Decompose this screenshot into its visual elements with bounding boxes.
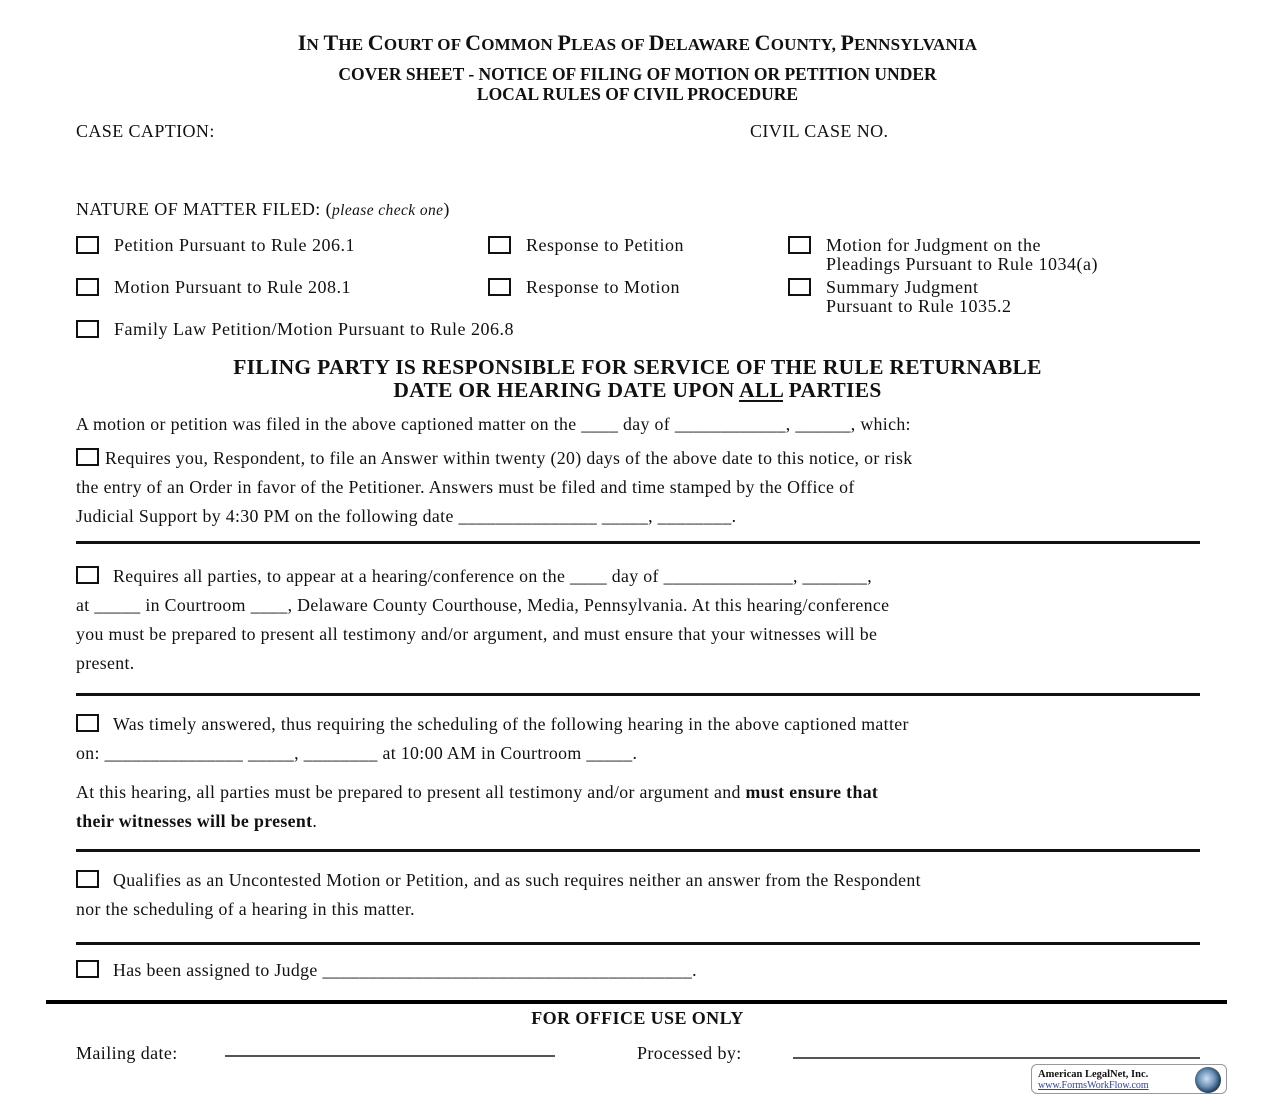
company-name: American LegalNet, Inc. xyxy=(1038,1069,1149,1080)
american-legalnet-badge[interactable] xyxy=(1031,1064,1227,1094)
filing-intro: A motion or petition was filed in the above captioned matter on the ____ day of ____________, ______, which: xyxy=(76,414,911,434)
checkbox[interactable] xyxy=(788,278,811,296)
option-judgment-on-pleadings-1034a[interactable]: Motion for Judgment on the Pleadings Pursuant to Rule 1034(a) xyxy=(788,236,1208,276)
mailing-date-field[interactable] xyxy=(225,1055,555,1057)
office-use-title: FOR OFFICE USE ONLY xyxy=(531,1008,744,1028)
processed-by-field[interactable] xyxy=(793,1057,1200,1059)
option-response-to-petition[interactable]: Response to Petition xyxy=(488,236,768,258)
cover-title-line2: LOCAL RULES OF CIVIL PROCEDURE xyxy=(476,83,799,104)
option-motion-208-1[interactable]: Motion Pursuant to Rule 208.1 xyxy=(76,278,476,300)
divider xyxy=(76,849,1200,852)
civil-case-no-label: CIVIL CASE NO. xyxy=(750,121,889,141)
option-petition-206-1[interactable]: Petition Pursuant to Rule 206.1 xyxy=(76,236,476,258)
checkbox[interactable] xyxy=(76,320,99,338)
judge-assigned-checkbox[interactable] xyxy=(76,960,99,978)
answer-required-checkbox[interactable] xyxy=(76,448,99,466)
formsworkflow-link[interactable]: www.FormsWorkFlow.com xyxy=(1038,1080,1149,1091)
section-timely-answered: Was timely answered, thus requiring the scheduling of the following hearing in the above captioned matter on: _______________ _____, ________ at 10:00 AM in Courtroom _____. At this hearing, all parties must be prepared to present all testimony and/or argument and must ensure that their witnesses will be present. xyxy=(76,714,909,831)
section-uncontested: Qualifies as an Uncontested Motion or Petition, and as such requires neither an answer from the Respondent nor the scheduling of a hearing in this matter. xyxy=(76,870,921,919)
processed-by-label: Processed by: xyxy=(637,1043,742,1063)
mailing-date-label: Mailing date: xyxy=(76,1043,178,1063)
divider xyxy=(76,942,1200,945)
uncontested-checkbox[interactable] xyxy=(76,870,99,888)
office-divider xyxy=(46,1000,1227,1004)
civil-case-no-field[interactable] xyxy=(750,144,1200,194)
checkbox[interactable] xyxy=(76,278,99,296)
checkbox[interactable] xyxy=(76,236,99,254)
all-emphasis: ALL xyxy=(739,378,783,402)
section-judge-assigned: Has been assigned to Judge ________________________________________. xyxy=(76,956,1206,985)
cover-title-line1: COVER SHEET - NOTICE OF FILING OF MOTION OR PETITION UNDER xyxy=(338,64,937,84)
court-title-part: I xyxy=(297,30,307,55)
service-warning: FILING PARTY IS RESPONSIBLE FOR SERVICE OF THE RULE RETURNABLE DATE OR HEARING DATE UPON ALL PARTIES xyxy=(233,355,1042,402)
case-caption-label: CASE CAPTION: xyxy=(76,121,215,141)
checkbox[interactable] xyxy=(788,236,811,254)
section-answer-required: Requires you, Respondent, to file an Answer within twenty (20) days of the above date to this notice, or risk the entry of an Order in favor of the Petitioner. Answers must be filed and time stamped by the Office of Judicial Support by 4:30 PM on the following date _______________ _____, ________. xyxy=(76,448,913,526)
cover-sheet-title xyxy=(0,65,1275,104)
hearing-required-checkbox[interactable] xyxy=(76,566,99,584)
option-family-law-206-8[interactable]: Family Law Petition/Motion Pursuant to Rule 206.8 xyxy=(76,320,676,342)
checkbox[interactable] xyxy=(488,278,511,296)
divider xyxy=(76,693,1200,696)
globe-icon xyxy=(1195,1067,1221,1093)
option-response-to-motion[interactable]: Response to Motion xyxy=(488,278,768,300)
nature-of-matter-label: NATURE OF MATTER FILED: (please check one) xyxy=(76,199,450,219)
checkbox[interactable] xyxy=(488,236,511,254)
divider xyxy=(76,541,1200,544)
section-hearing-required: Requires all parties, to appear at a hearing/conference on the ____ day of ______________, _______, at _____ in Courtroom ____, Delaware County Courthouse, Media, Pennsylvania. At this hearing/conference you must be prepared to present all testimony and/or argument, and must ensure that your witnesses will be present. xyxy=(76,566,890,673)
please-check-one-hint: please check one xyxy=(332,202,444,219)
option-summary-judgment-1035-2[interactable]: Summary Judgment Pursuant to Rule 1035.2 xyxy=(788,278,1208,318)
court-title: IN THE COURT OF COMMON PLEAS OF DELAWARE COUNTY, PENNSYLVANIA xyxy=(297,30,978,55)
timely-answered-checkbox[interactable] xyxy=(76,714,99,732)
case-caption-field[interactable] xyxy=(76,144,716,194)
